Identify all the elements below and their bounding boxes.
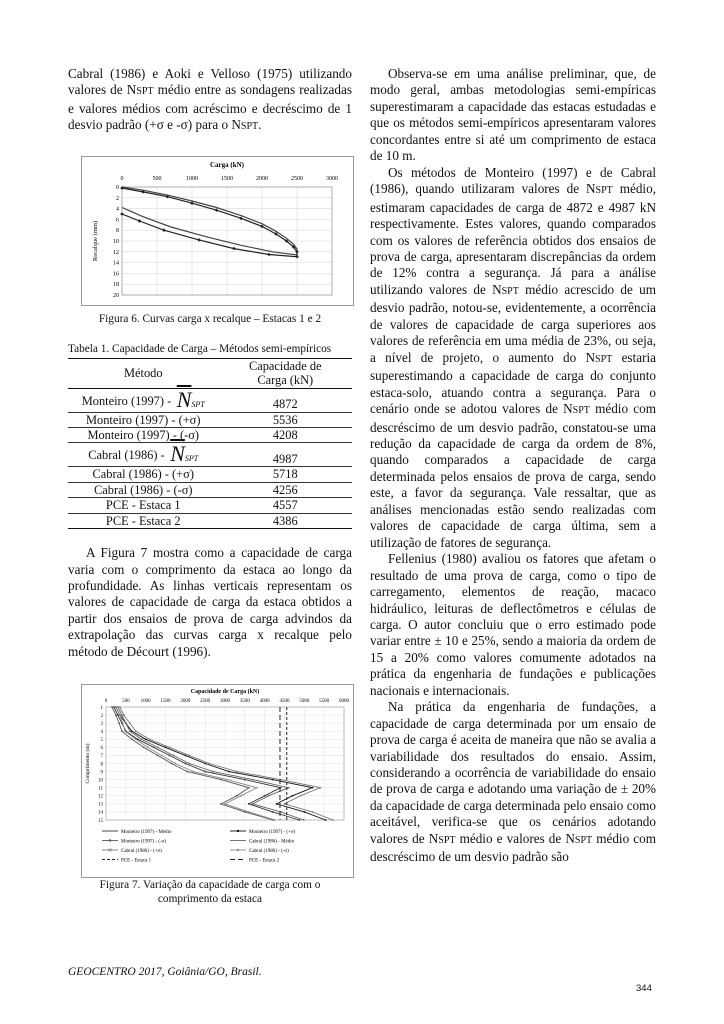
y-tick-label: 14 [113, 260, 119, 267]
series-point [288, 787, 290, 789]
figure-7-caption: Figura 7. Variação da capacidade de carga com o comprimento da estaca [99, 879, 321, 906]
table-row [68, 513, 352, 528]
table-row [68, 412, 352, 427]
series-point [215, 208, 219, 212]
series-point [224, 803, 226, 805]
series-point [171, 763, 173, 765]
series-point [157, 747, 159, 749]
series-point [143, 747, 145, 749]
series-point [162, 228, 166, 232]
legend-entry: Cabral (1986) - (-σ) [249, 849, 289, 855]
series-point [175, 763, 177, 765]
series-point [256, 787, 258, 789]
left-column [68, 66, 352, 906]
x-tick-label: 2000 [180, 699, 191, 705]
nspt-symbol: $\overline{N}SPT$ [170, 441, 199, 467]
paragraph: Cabral (1986) e Aoki e Velloso (1975) utilizando valores de NSPT médio entre as sondagens realizadas e valores médios com acréscimo e decréscimo de 1 desvio padrão (+σ e -σ) para o NSPT. [68, 66, 352, 133]
nspt-symbol: $\overline{N}SPT$ [176, 386, 205, 412]
right-column [370, 66, 656, 866]
x-tick-label: 5500 [319, 699, 330, 705]
table-cell-capacity: 4256 [272, 482, 298, 497]
series-point [272, 779, 274, 781]
series-point [220, 803, 222, 805]
table-cell-method: Cabral (1986) - (-σ) [93, 482, 193, 497]
table-header-method: Método [123, 366, 163, 381]
table-header-capacity: Capacidade de Carga (kN) [248, 358, 322, 388]
y-tick-label: 10 [98, 778, 103, 784]
x-tick-label: 2000 [256, 175, 268, 182]
paragraph: Na prática da engenharia de fundações, a capacidade de carga determinada por um ensaio de prova de carga é aceita de maneira que não se avalia a variabilidade dos resultados do ensaio. Assim, considerando a ocorrência de variabilidade do ensaio de prova de carga e adotando uma variação de ± 20% da capacidade de carga determinada pelo ensaio como aceitável, verifica-se que os cenários adotando valores de NSPT médio e valores de NSPT médio com descréscimo de um desvio padrão são [370, 699, 656, 865]
chart-title: Capacidade de Carga (kN) [190, 689, 260, 696]
paragraph: Observa-se em uma análise preliminar, que, de modo geral, ambas metodologias semi-empíricas superestimaram a capacidade das estacas estudadas e que os métodos semi-empíricos apresentaram valores concordantes entre si até um comprimento de estaca de 10 m. [370, 66, 656, 164]
series-point [299, 795, 301, 797]
x-tick-label: 3000 [326, 175, 338, 182]
series-point [248, 787, 250, 789]
x-tick-label: 2500 [200, 699, 211, 705]
paragraph: Fellenius (1980) avaliou os fatores que afetam o resultado de uma prova de carga, como o tipo de carregamento, elementos de reação, macaco hidráulico, leituras de deflectômetros e células de carga. O autor concluiu que o erro estimado pode variar entre ± 10 e 25%, sendo a maioria da ordem de 15 a 20% como valores comumente adotados na prática da engenharia de fundações e publicações nacionais e internacionais. [370, 551, 656, 698]
figure-6 [81, 156, 354, 306]
table-row [68, 388, 352, 412]
series-point [115, 714, 117, 716]
series-point [117, 714, 119, 716]
series-point [165, 747, 167, 749]
y-tick-label: 2 [116, 195, 119, 202]
y-tick-label: 16 [113, 271, 119, 278]
series-point [145, 739, 147, 741]
y-tick-label: 7 [100, 754, 103, 760]
series-point [192, 771, 194, 773]
table-cell-method: Monteiro (1997) - (-σ) [87, 428, 200, 443]
legend-entry: Monteiro (1997) - (-σ) [121, 839, 167, 845]
table-row [68, 428, 352, 443]
table-cell-capacity: 5718 [272, 467, 298, 482]
table-row [68, 443, 352, 467]
series-point [123, 714, 125, 716]
x-tick-label: 2500 [291, 175, 303, 182]
series-point [208, 763, 210, 765]
y-tick-label: 18 [113, 282, 119, 289]
series-point [240, 795, 242, 797]
table-cell-capacity: 4386 [272, 513, 298, 528]
x-tick-label: 3500 [239, 699, 250, 705]
x-tick-label: 0 [104, 699, 108, 705]
series-point [121, 714, 123, 716]
chart-title: Carga (kN) [209, 160, 245, 169]
series-point [169, 755, 171, 757]
y-tick-label: 14 [98, 810, 103, 816]
x-tick-label: 500 [122, 699, 130, 705]
table-1-body [68, 388, 352, 528]
x-tick-label: 5000 [299, 699, 310, 705]
series-point [236, 771, 238, 773]
series-point [248, 803, 250, 805]
series-point [135, 731, 137, 733]
series-point [311, 787, 313, 789]
series-point [122, 722, 124, 724]
series-point [186, 771, 188, 773]
series-point [125, 722, 127, 724]
series-point [120, 212, 124, 216]
legend-entry: Monteiro (1997) - Médio [121, 830, 172, 836]
series-point [204, 771, 206, 773]
series-point [244, 779, 246, 781]
table-cell-method: Cabral $(1986) - \overline{N}SPT$ [88, 441, 199, 467]
series-point [121, 731, 123, 733]
y-tick-label: 20 [113, 292, 119, 299]
series-point [319, 787, 321, 789]
series-point [124, 731, 126, 733]
y-tick-label: 11 [98, 786, 103, 792]
series-point [252, 779, 254, 781]
series-line [122, 187, 297, 255]
series-point [173, 755, 175, 757]
table-1 [68, 358, 352, 529]
x-tick-label: 6000 [339, 699, 349, 705]
series-point [184, 763, 186, 765]
series-point [111, 706, 113, 708]
x-tick-label: 0 [120, 175, 124, 182]
table-cell-method: Monteiro $(1997) - \overline{N}SPT$ [81, 386, 205, 412]
y-tick-label: 3 [100, 722, 103, 728]
legend-entry: PCE - Estaca 1 [121, 858, 152, 864]
series-point [311, 811, 313, 813]
series-point [118, 722, 120, 724]
series-point [226, 779, 228, 781]
table-cell-method: PCE - Estaca 2 [105, 513, 181, 528]
y-tick-label: 6 [116, 217, 119, 224]
series-line [122, 188, 297, 257]
y-tick-label: 5 [100, 738, 103, 744]
y-tick-label: 1 [100, 706, 103, 712]
series-point [220, 779, 222, 781]
series-point [272, 811, 274, 813]
series-point [232, 247, 236, 251]
y-tick-label: 10 [113, 238, 119, 245]
y-tick-label: 4 [116, 206, 119, 213]
footer-text: GEOCENTRO 2017, Goiânia/GO, Brasil. [68, 966, 262, 978]
series-point [264, 795, 266, 797]
y-axis-label: Recalque (mm) [92, 220, 99, 261]
series-point [117, 706, 119, 708]
series-point [274, 819, 276, 821]
series-point [157, 755, 159, 757]
series-point [153, 747, 155, 749]
series-point [303, 811, 305, 813]
series-point [268, 795, 270, 797]
series-point [204, 763, 206, 765]
series-point [267, 253, 271, 257]
series-point [325, 819, 327, 821]
y-tick-label: 13 [98, 802, 103, 808]
series-point [298, 819, 300, 821]
series-point [236, 795, 238, 797]
series-point [131, 739, 133, 741]
x-tick-label: 3000 [220, 699, 230, 705]
legend-marker [109, 840, 111, 842]
series-point [292, 795, 294, 797]
figure-6-caption: Figura 6. Curvas carga x recalque – Estacas 1 e 2 [98, 312, 322, 325]
series-point [332, 819, 334, 821]
series-point [303, 819, 305, 821]
legend-marker [237, 830, 239, 832]
series-point [141, 739, 143, 741]
y-tick-label: 6 [100, 746, 103, 752]
table-cell-capacity: 4557 [272, 498, 298, 513]
x-tick-label: 1500 [221, 175, 233, 182]
table-row [68, 482, 352, 497]
series-point [113, 706, 115, 708]
legend-entry: Cabral (1986) - (+σ) [121, 849, 162, 855]
series-point [284, 803, 286, 805]
table-row [68, 498, 352, 513]
table-cell-method: Monteiro (1997) - (+σ) [86, 412, 201, 427]
table-cell-capacity: 5536 [272, 412, 298, 427]
y-tick-label: 15 [98, 819, 103, 825]
page-number: 344 [636, 983, 652, 994]
series-point [244, 811, 246, 813]
y-tick-label: 12 [113, 249, 119, 256]
table-cell-capacity: 4872 [272, 397, 298, 412]
series-point [138, 219, 142, 223]
series-point [188, 763, 190, 765]
series-point [129, 731, 131, 733]
table-1-caption: Tabela 1. Capacidade de Carga – Métodos semi-empíricos [68, 342, 332, 355]
y-axis-label: Comprimento (m) [85, 743, 91, 784]
legend-entry: Cabral (1986) - Médio [249, 839, 295, 845]
y-tick-label: 2 [100, 714, 103, 720]
series-point [119, 706, 121, 708]
table-cell-capacity: 4987 [272, 452, 298, 467]
series-point [248, 811, 250, 813]
series-point [161, 755, 163, 757]
x-tick-label: 1000 [140, 699, 151, 705]
table-cell-capacity: 4208 [272, 428, 298, 443]
y-tick-label: 8 [116, 228, 119, 235]
y-tick-label: 0 [116, 184, 119, 191]
series-point [169, 747, 171, 749]
figure-7-chart [82, 685, 353, 877]
table-cell-method: Cabral (1986) - (+σ) [92, 467, 194, 482]
figure-6-chart [82, 157, 353, 305]
y-tick-label: 8 [100, 762, 103, 768]
table-row [68, 467, 352, 482]
table-cell-method: PCE - Estaca 1 [105, 498, 181, 513]
series-point [228, 771, 230, 773]
series-point [135, 739, 137, 741]
series-point [252, 803, 254, 805]
y-tick-label: 4 [100, 730, 103, 736]
y-tick-label: 12 [98, 794, 103, 800]
series-point [119, 714, 121, 716]
series-point [115, 706, 117, 708]
series-point [129, 722, 131, 724]
legend-entry: Monteiro (1997) - (+σ) [249, 830, 296, 836]
paragraph: Os métodos de Monteiro (1997) e de Cabral (1986), quando utilizaram valores de NSPT médio, estimaram capacidades de carga de 4872 e 4987 kN respectivamente. Estes valores, quando comparados com os valores de referência obtidos dos ensaios de prova de carga, apresentaram discrepâncias da ordem de 12% contra a segurança. Já para a análise utilizando valores de NSPT médio acrescido de um desvio padrão, notou-se, evidentemente, a ocorrência de valores de capacidade de carga superiores aos valores de referência em uma média de 23%, ou seja, a nível de projeto, o aumento do NSPT estaria superestimando a capacidade de carga do conjunto estaca-solo, atuando contra a segurança. Para o cenário onde se adotou valores de NSPT médio com descréscimo de um desvio padrão, constatou-se uma redução da capacidade de carga da ordem de 8%, quando comparados a capacidade de carga determinada pelos ensaios de prova de carga, sendo este, a favor da segurança. Vale ressaltar, que as análises mencionadas estão sendo realizadas com valores de capacidade de carga última, sem a utilização de fatores de segurança. [370, 164, 656, 550]
series-point [276, 803, 278, 805]
legend-entry: PCE - Estaca 2 [249, 858, 280, 864]
x-tick-label: 1500 [160, 699, 171, 705]
series-point [149, 739, 151, 741]
series-point [184, 755, 186, 757]
series-point [147, 747, 149, 749]
series-point [188, 755, 190, 757]
paragraph: A Figura 7 mostra como a capacidade de carga varia com o comprimento da estaca ao longo da profundidade. As linhas verticais representam os valores de capacidade de carga da estaca obtidos a partir dos ensaios de prova de carga advindos da extrapolação das curvas carga x recalque pelo método de Décourt (1996). [68, 545, 352, 659]
x-tick-label: 500 [152, 175, 162, 182]
x-tick-label: 4500 [279, 699, 290, 705]
y-tick-label: 9 [100, 770, 103, 776]
legend-marker [237, 849, 239, 851]
figure-7 [81, 684, 354, 878]
x-tick-label: 1000 [186, 175, 198, 182]
x-tick-label: 4000 [259, 699, 270, 705]
series-point [212, 771, 214, 773]
